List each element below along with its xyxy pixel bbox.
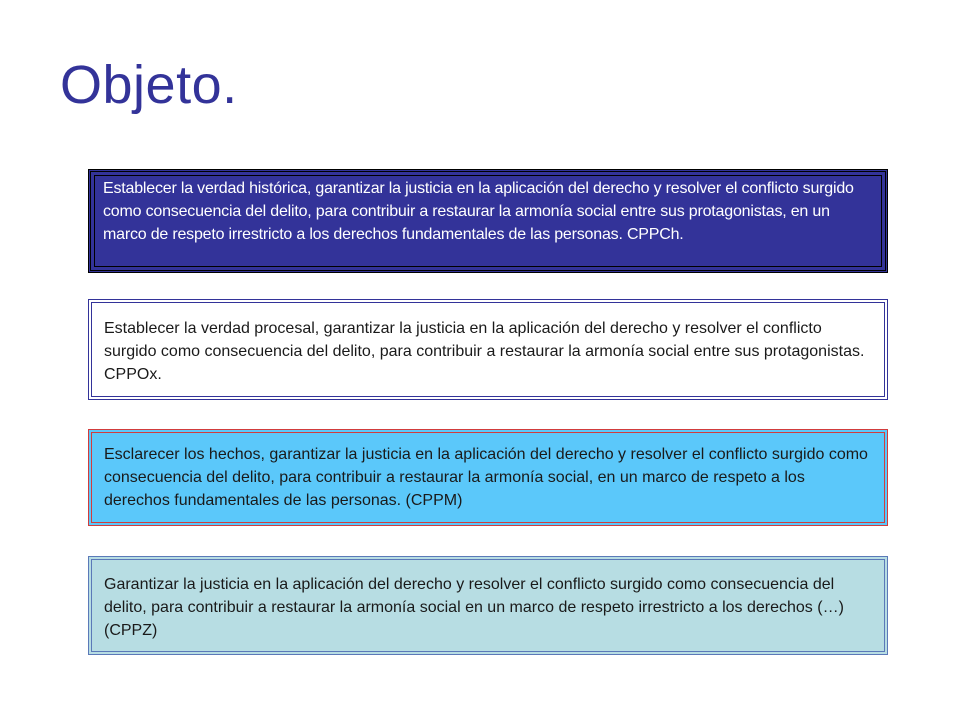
objective-box-cppox <box>88 299 888 400</box>
objective-text-cppm: Esclarecer los hechos, garantizar la justicia en la aplicación del derecho y resolver el conflicto surgido como consecuencia del delito, para contribuir a restaurar la armonía social, en un marco de respeto a los derechos fundamentales de las personas. (CPPM) <box>104 446 868 509</box>
objective-text-cppox: Establecer la verdad procesal, garantizar la justicia en la aplicación del derecho y resolver el conflicto surgido como consecuencia del delito, para contribuir a restaurar la armonía social entre sus protagonistas. CPPOx. <box>104 320 865 383</box>
objective-box-cppm <box>88 429 888 526</box>
objective-box-cppz <box>88 556 888 655</box>
objective-text-cppz: Garantizar la justicia en la aplicación del derecho y resolver el conflicto surgido como consecuencia del delito, para contribuir a restaurar la armonía social en un marco de respeto irrestricto a los derechos (…) (CPPZ) <box>104 576 844 639</box>
objective-box-cppch <box>88 169 888 273</box>
slide-title: Objeto. <box>60 55 238 115</box>
objective-text-cppch: Establecer la verdad histórica, garantizar la justicia en la aplicación del derecho y resolver el conflicto surgido como consecuencia del delito, para contribuir a restaurar la armonía social entre sus protagonistas, en un marco de respeto irrestricto a los derechos fundamentales de las personas. CPPCh. <box>103 180 854 243</box>
